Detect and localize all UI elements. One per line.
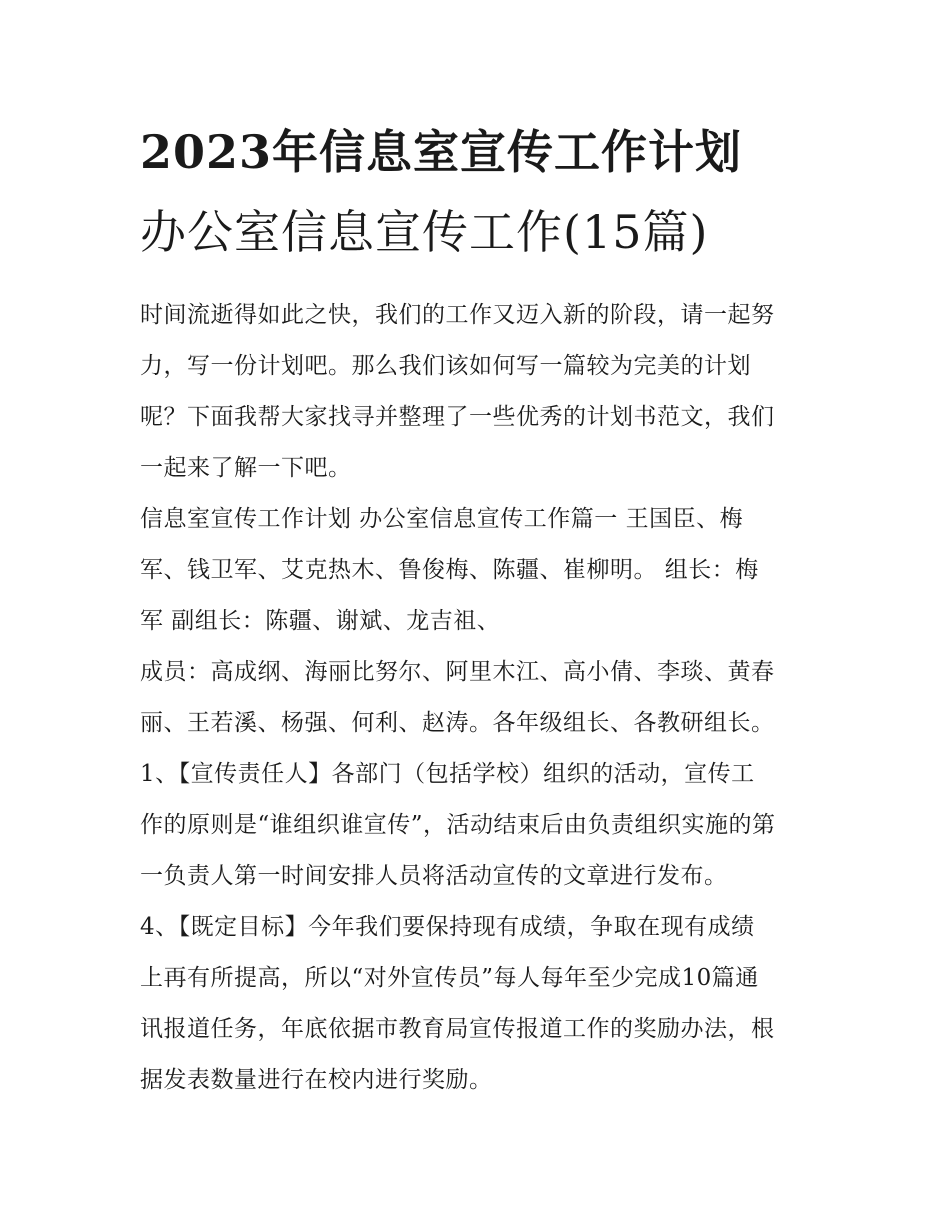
text-line: 1、【宣传责任人】各部门（包括学校）组织的活动，宣传工: [140, 761, 755, 787]
goals-paragraph: [140, 902, 820, 1106]
text-line: 上再有所提高，所以“对外宣传员”每人每年至少完成10篇通: [140, 965, 759, 991]
text-line: 军 副组长：陈疆、谢斌、龙吉祖、: [140, 608, 501, 634]
text-line: 4、【既定目标】今年我们要保持现有成绩，争取在现有成绩: [140, 914, 755, 940]
staff-paragraph: [140, 647, 820, 749]
text-line: 成员：高成纲、海丽比努尔、阿里木江、高小倩、李琰、黄春: [140, 659, 775, 685]
document-body: [140, 290, 820, 1106]
text-line: 丽、王若溪、杨强、何利、赵涛。各年级组长、各教研组长。: [140, 710, 775, 736]
text-line: 一负责人第一时间安排人员将活动宣传的文章进行发布。: [140, 863, 728, 889]
text-line: 据发表数量进行在校内进行奖励。: [140, 1067, 493, 1093]
text-line: 作的原则是“谁组织谁宣传”，活动结束后由负责组织实施的第: [140, 812, 776, 838]
title-line-1: 2023年信息室宣传工作计划: [140, 125, 743, 179]
text-line: 呢？下面我帮大家找寻并整理了一些优秀的计划书范文，我们: [140, 404, 775, 430]
responsibility-paragraph: [140, 749, 820, 902]
text-line: 一起来了解一下吧。: [140, 455, 352, 481]
text-line: 讯报道任务，年底依据市教育局宣传报道工作的奖励办法，根: [140, 1016, 775, 1042]
text-line: 军、钱卫军、艾克热木、鲁俊梅、陈疆、崔柳明。 组长：梅: [140, 557, 759, 583]
title-line-2: 办公室信息宣传工作(15篇): [140, 205, 709, 259]
text-line: 力，写一份计划吧。那么我们该如何写一篇较为完美的计划: [140, 353, 751, 379]
text-line: 时间流逝得如此之快，我们的工作又迈入新的阶段，请一起努: [140, 302, 775, 328]
document-page: [140, 112, 820, 1106]
document-title: [140, 112, 820, 272]
members-paragraph: [140, 494, 820, 647]
text-line: 信息室宣传工作计划 办公室信息宣传工作篇一 王国臣、梅: [140, 506, 744, 532]
intro-paragraph: [140, 290, 820, 494]
